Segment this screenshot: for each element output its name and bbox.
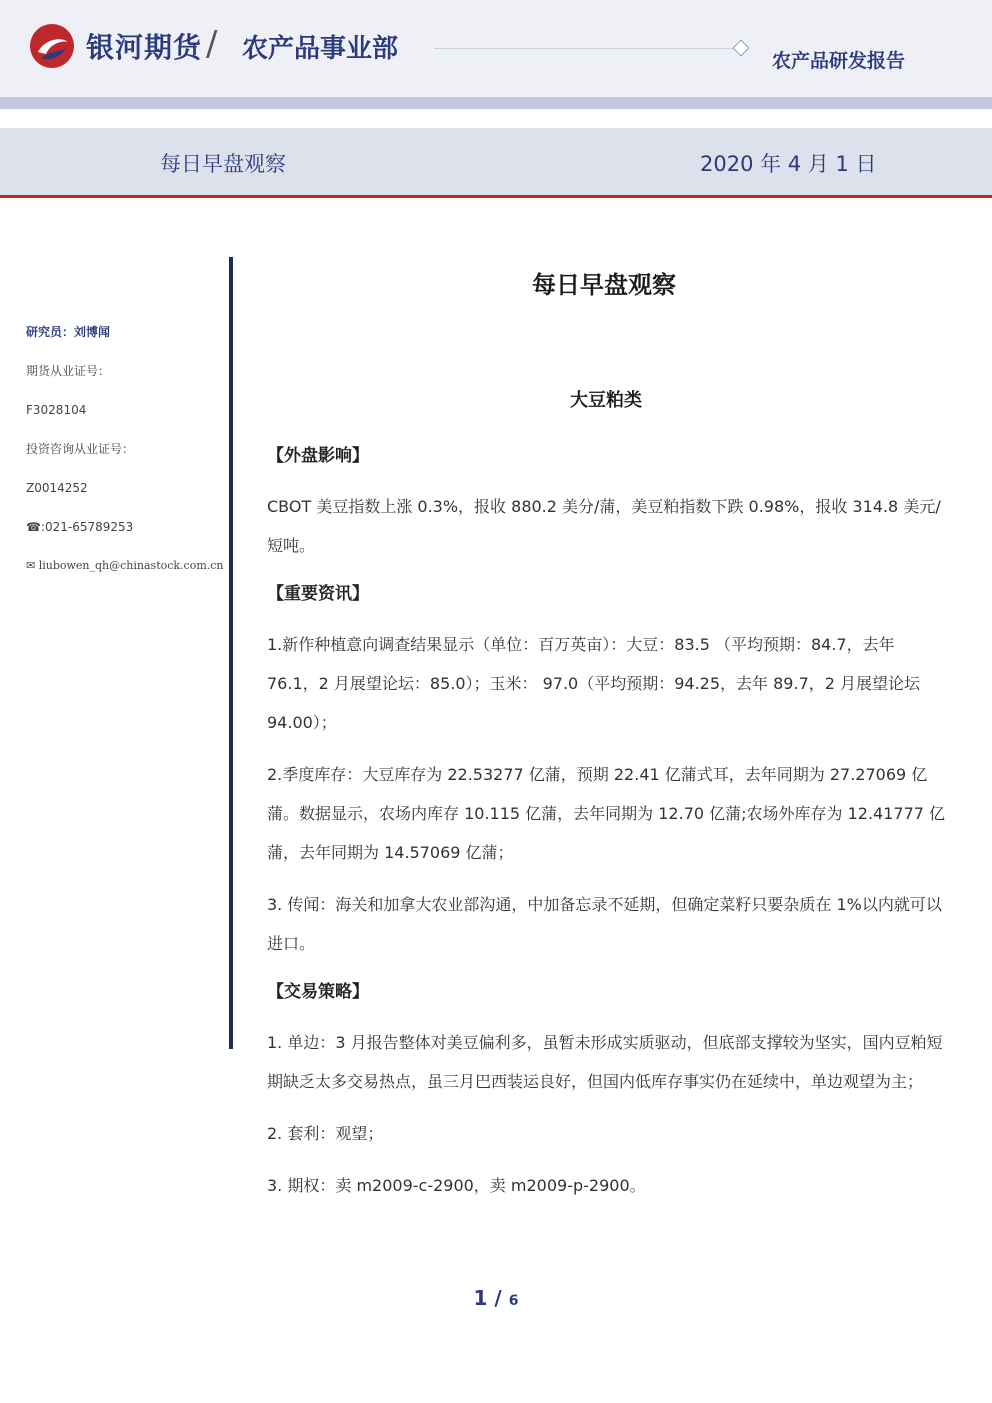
external-text: CBOT 美豆指数上涨 0.3%，报收 880.2 美分/蒲，美豆粕指数下跌 0.98%，报收 314.8 美元/短吨。	[267, 497, 941, 555]
department-name: 农产品事业部	[242, 34, 399, 64]
company-name: 银河期货	[86, 31, 203, 64]
report-date: 2020 年 4 月 1 日	[700, 152, 877, 176]
current-page: 1	[473, 1286, 488, 1310]
total-pages: 6	[508, 1293, 519, 1309]
advisory-number: Z0014252	[26, 481, 88, 495]
section-title: 大豆粕类	[570, 390, 642, 411]
title-bar	[0, 128, 992, 195]
vertical-divider	[229, 257, 233, 1049]
envelope-icon: ✉	[26, 559, 36, 572]
email-row	[26, 556, 226, 576]
email-address[interactable]: liubowen_qh@chinastock.com.cn	[38, 559, 224, 572]
red-divider	[0, 195, 992, 198]
advisory-label: 投资咨询从业证号：	[26, 442, 135, 456]
license-number: F3028104	[26, 403, 87, 417]
strategy-item: 3. 期权：卖 m2009-c-2900，卖 m2009-p-2900。	[267, 1176, 646, 1195]
page-number	[0, 1286, 992, 1310]
main-title: 每日早盘观察	[532, 271, 676, 299]
decorative-line	[434, 48, 734, 49]
title-bar-title: 每日早盘观察	[160, 152, 286, 176]
news-item: 1.新作种植意向调查结果显示（单位：百万英亩）：大豆：83.5 （平均预期：84.7，去年 76.1，2 月展望论坛：85.0）；玉米： 97.0（平均预期：94.25，去年 89.7，2 月展望论坛 94.00）；	[267, 635, 921, 732]
phone-number: ☎:021-65789253	[26, 520, 134, 534]
report-header	[0, 0, 992, 97]
diamond-icon	[733, 40, 750, 57]
page-separator: /	[494, 1286, 502, 1310]
news-item: 2.季度库存：大豆库存为 22.53277 亿蒲，预期 22.41 亿蒲式耳，去年同期为 27.27069 亿蒲。数据显示，农场内库存 10.115 亿蒲，去年同期为 12.70 亿蒲;农场外库存为 12.41777 亿蒲，去年同期为 14.57069 亿蒲；	[267, 765, 946, 862]
researcher-name: 研究员：刘博闻	[26, 325, 111, 339]
header-band	[0, 97, 992, 109]
external-heading: 【外盘影响】	[267, 446, 369, 466]
news-heading: 【重要资讯】	[267, 584, 369, 604]
license-label: 期货从业证号：	[26, 364, 111, 378]
report-body	[267, 440, 947, 1218]
report-type: 农产品研发报告	[772, 50, 906, 72]
company-logo-icon	[28, 22, 76, 70]
news-item: 3. 传闻：海关和加拿大农业部沟通，中加备忘录不延期，但确定菜籽只要杂质在 1%以内就可以进口。	[267, 895, 942, 953]
strategy-item: 1. 单边：3 月报告整体对美豆偏利多，虽暂未形成实质驱动，但底部支撑较为坚实，国内豆粕短期缺乏太多交易热点，虽三月巴西装运良好，但国内低库存事实仍在延续中，单边观望为主；	[267, 1033, 943, 1091]
author-sidebar	[26, 322, 226, 595]
strategy-heading: 【交易策略】	[267, 982, 369, 1002]
strategy-item: 2. 套利：观望；	[267, 1124, 384, 1143]
header-separator: /	[206, 24, 218, 64]
